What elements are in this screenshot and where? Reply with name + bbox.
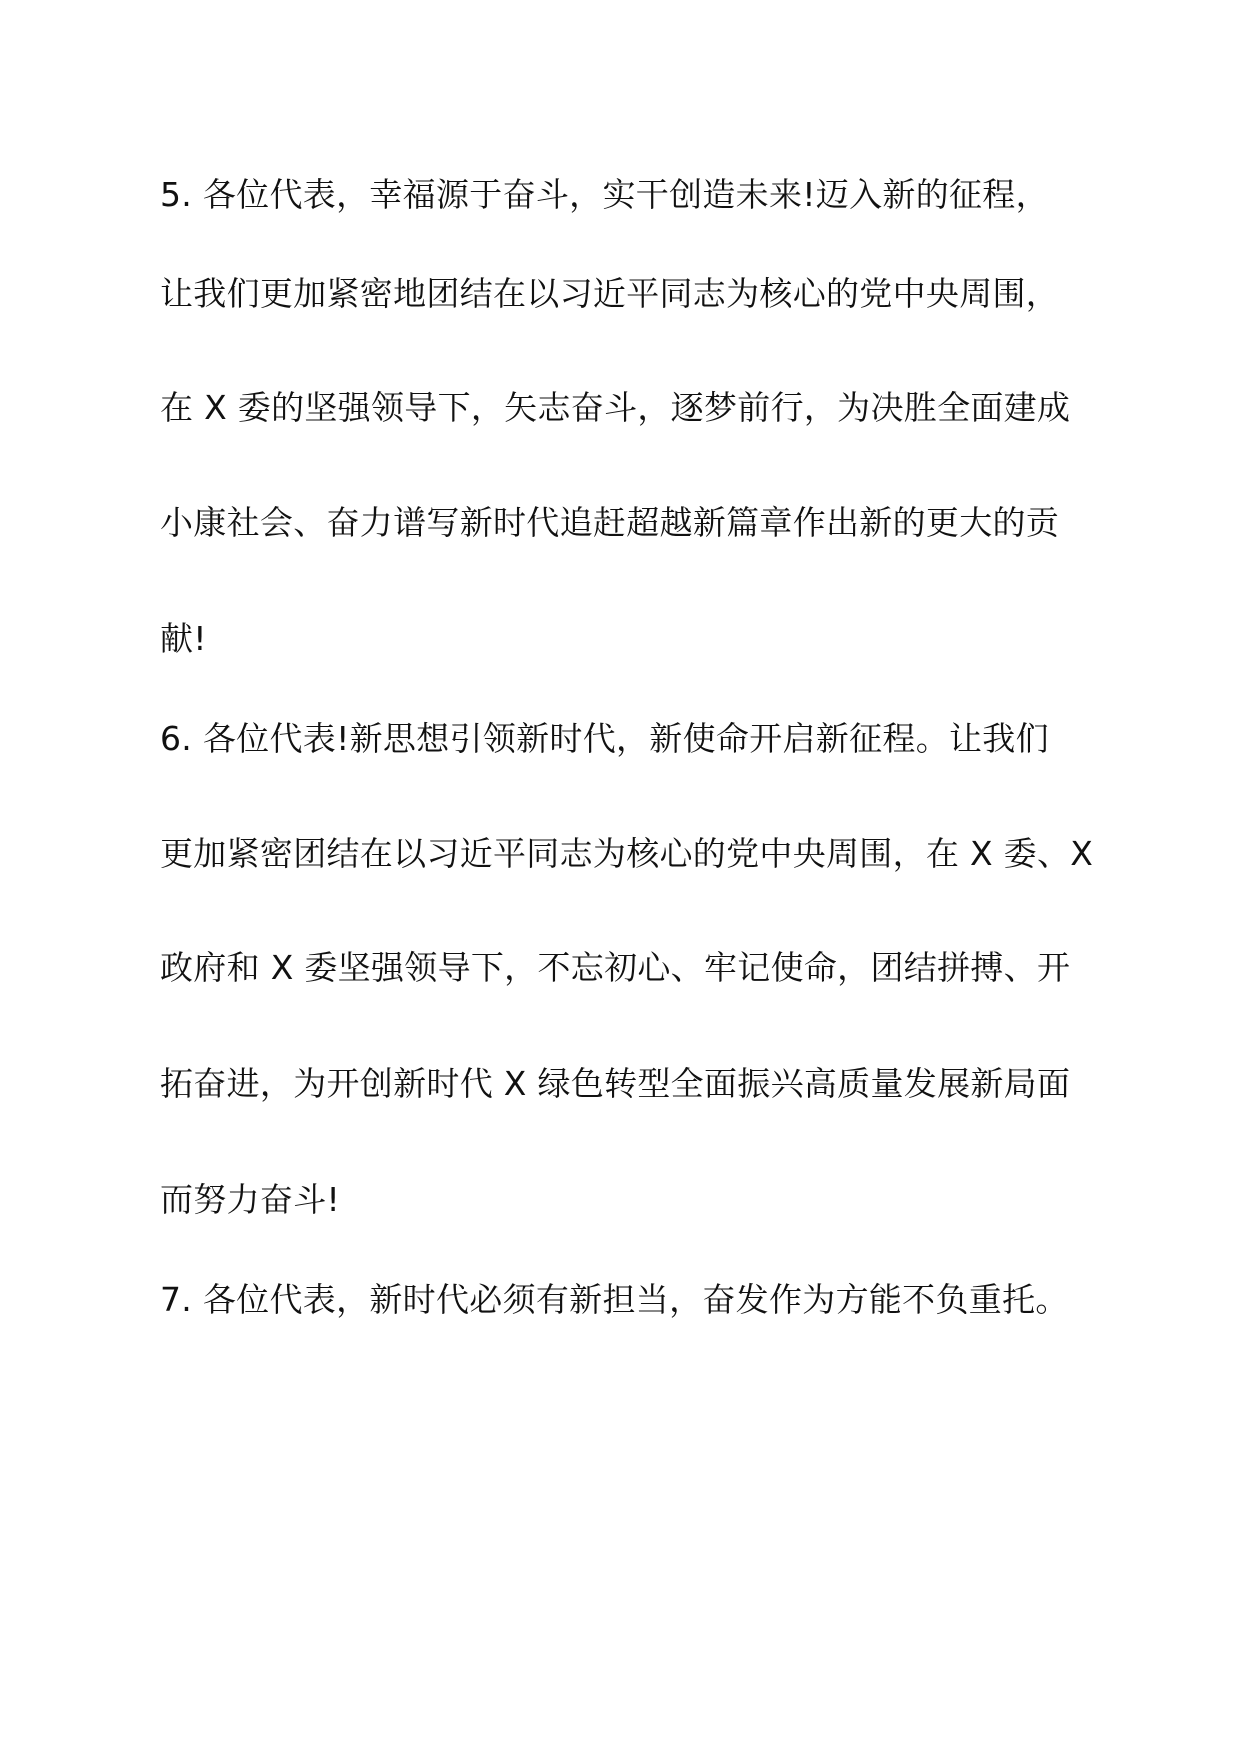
- text-line: 政府和 X 委坚强领导下，不忘初心、牢记使命，团结拼搏、开: [160, 948, 1071, 987]
- text-line: 小康社会、奋力谱写新时代追赶超越新篇章作出新的更大的贡: [160, 503, 1060, 542]
- text-line: 而努力奋斗!: [160, 1180, 341, 1219]
- text-line: 7. 各位代表，新时代必须有新担当，奋发作为方能不负重托。: [160, 1280, 1069, 1319]
- text-line: 让我们更加紧密地团结在以习近平同志为核心的党中央周围，: [160, 274, 1060, 313]
- text-line: 更加紧密团结在以习近平同志为核心的党中央周围，在 X 委、X: [160, 834, 1094, 873]
- text-line: 6. 各位代表!新思想引领新时代，新使命开启新征程。让我们: [160, 719, 1049, 758]
- text-line: 拓奋进，为开创新时代 X 绿色转型全面振兴高质量发展新局面: [160, 1064, 1071, 1103]
- text-line: 在 X 委的坚强领导下，矢志奋斗，逐梦前行，为决胜全面建成: [160, 388, 1071, 427]
- text-line: 5. 各位代表，幸福源于奋斗，实干创造未来!迈入新的征程，: [160, 175, 1049, 214]
- text-line: 献!: [160, 619, 207, 658]
